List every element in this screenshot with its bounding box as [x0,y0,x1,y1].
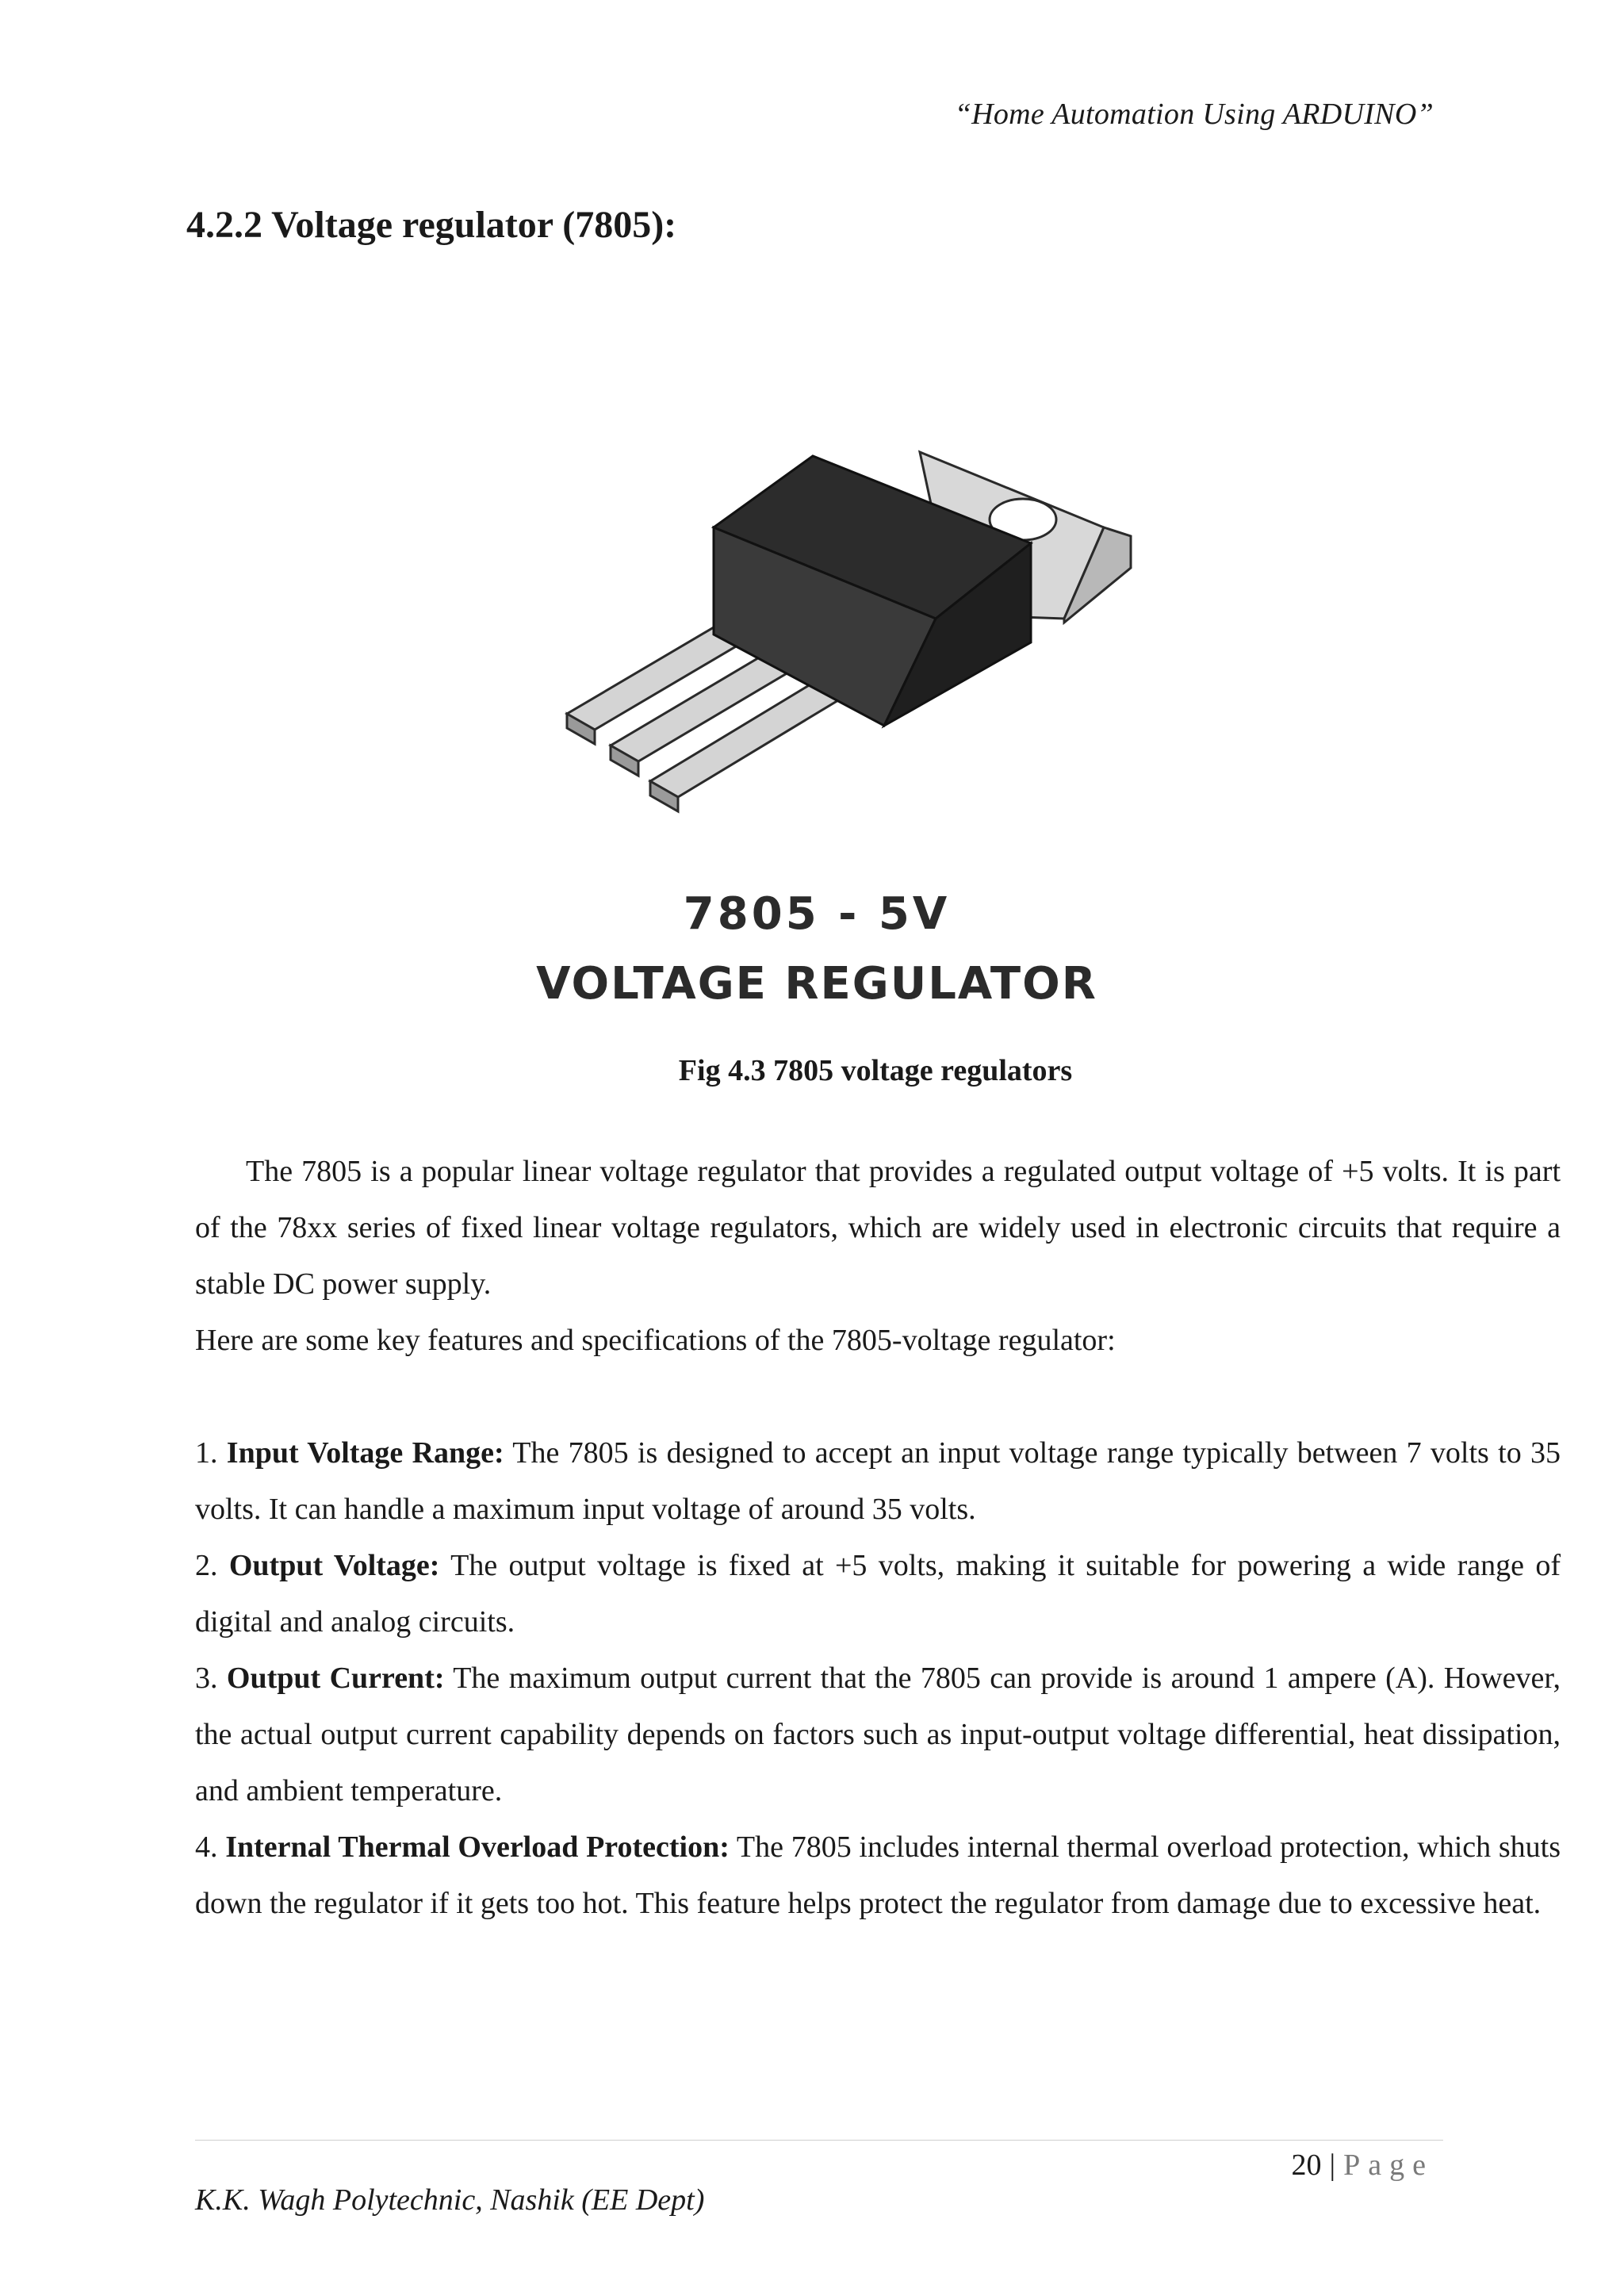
footer-divider [195,2140,1443,2141]
figure-7805 [476,428,1158,1031]
page-word: Page [1343,2148,1434,2182]
feature-number: 4. [195,1830,218,1864]
page-number [1292,2148,1434,2183]
feature-number: 2. [195,1549,218,1582]
feature-text: The output voltage is fixed at +5 volts, making it suitable for powering a wide range of digital and analog circuits. [195,1549,1561,1639]
feature-item [195,1538,1561,1650]
blank-line [195,1369,1561,1425]
page-separator: | [1329,2148,1336,2182]
feature-item [195,1819,1561,1932]
figure-label-part: 7805 - 5V [683,888,951,940]
feature-term: Internal Thermal Overload Protection: [225,1830,730,1864]
footer-institution: K.K. Wagh Polytechnic, Nashik (EE Dept) [195,2183,705,2217]
feature-number: 3. [195,1662,218,1695]
feature-term: Output Current: [226,1662,445,1695]
feature-text: The 7805 includes internal thermal overload protection, which shuts down the regulator if it gets too hot. This feature helps protect the regulator from damage due to excessive heat. [195,1830,1561,1920]
page-number-value: 20 [1291,2148,1322,2182]
body-text [195,1144,1561,1932]
feature-text: The 7805 is designed to accept an input voltage range typically between 7 volts to 35 volts. It can handle a maximum input voltage of around 35 volts. [195,1436,1561,1526]
running-header: “Home Automation Using ARDUINO” [954,98,1434,131]
feature-term: Output Voltage: [228,1549,440,1582]
lead-paragraph: Here are some key features and specifications of the 7805-voltage regulator: [195,1324,1116,1357]
feature-text: The maximum output current that the 7805 can provide is around 1 ampere (A). However, the actual output current capability depends on factors such as input-output voltage differential, heat dissipation, and ambient temperature. [195,1662,1561,1807]
feature-number: 1. [195,1436,218,1470]
intro-paragraph: The 7805 is a popular linear voltage regulator that provides a regulated output voltage of +5 volts. It is part of the 78xx series of fixed linear voltage regulators, which are widely used in electronic circuits that require a stable DC power supply. [195,1155,1561,1301]
section-title: 4.2.2 Voltage regulator (7805): [186,204,677,246]
feature-term: Input Voltage Range: [226,1436,504,1470]
feature-item [195,1650,1561,1819]
figure-caption: Fig 4.3 7805 voltage regulators [678,1054,1073,1087]
figure-label-name: VOLTAGE REGULATOR [536,958,1097,1010]
feature-item [195,1425,1561,1538]
voltage-regulator-illustration [476,428,1158,872]
